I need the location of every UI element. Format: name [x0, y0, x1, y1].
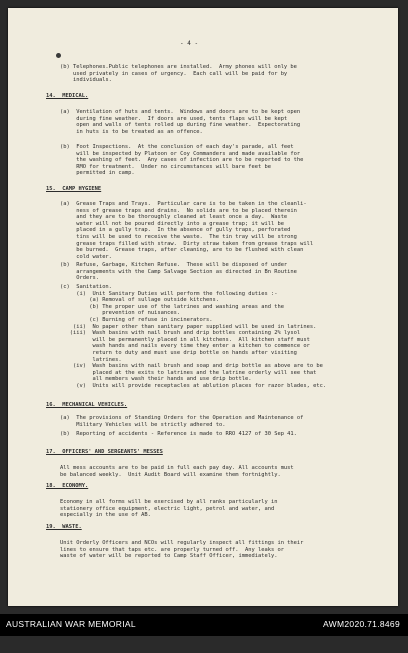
- text-line: (a) Removal of sullage outside kitchens.: [60, 297, 220, 304]
- text-line: RMO for treatment. Under no circumstances will bare feet be: [60, 163, 271, 170]
- text-line: water will not be poured directly into a grease trap; it will be: [60, 220, 284, 227]
- text-line: individuals.: [60, 77, 112, 84]
- text-line: all members wash their hands and use drip bottle.: [60, 376, 252, 383]
- text-line: (iv) Wash basins with nail brush and soap and drip bottle as above are to be: [60, 363, 323, 370]
- text-line: latrines.: [60, 356, 122, 363]
- text-line: (v) Units will provide receptacles at ablution places for razor blades, etc.: [60, 383, 327, 389]
- text-line: waste of water will be reported to Camp Staff Officer, immediately.: [60, 553, 278, 560]
- footer-accession-number: AWM2020.71.8469: [323, 619, 400, 629]
- text-line: the washing of feet. Any cases of infection are to be reported to the: [60, 157, 304, 164]
- text-line: grease traps filled with straw. Dirty straw taken from grease traps will: [60, 240, 314, 247]
- text-line: placed at the exits to latrines and the latrine orderly will see that: [60, 369, 317, 376]
- text-line: and they are to be thoroughly cleaned at least once a day. Waste: [60, 214, 288, 221]
- text-line: (a) Ventilation of huts and tents. Windows and doors are to be kept open: [60, 109, 301, 115]
- text-line: permitted in camp.: [60, 170, 135, 177]
- text-line: (iii) Wash basins with nail brush and drip bottles containing 2% lysol: [60, 330, 301, 337]
- text-line: will be inspected by Platoon or Coy Commanders and made available for: [60, 150, 301, 157]
- section-heading: 17. OFFICERS' AND SERGEANTS' MESSES: [46, 449, 163, 455]
- footer-institution: AUSTRALIAN WAR MEMORIAL: [6, 619, 136, 629]
- document-page: [8, 8, 398, 606]
- text-line: be balanced weekly. Unit Audit Board will examine them fortnightly.: [60, 471, 281, 478]
- text-line: (b) Refuse, Garbage, Kitchen Refuse. These will be disposed of under: [60, 262, 288, 268]
- text-line: lines to ensure that taps etc. are properly turned off. Any leaks or: [60, 546, 284, 553]
- text-line: (ii) No paper other than sanitary paper supplied will be used in latrines.: [60, 323, 317, 330]
- text-line: arrangements with the Camp Salvage Section as directed in Bn Routine: [60, 268, 297, 275]
- section-heading: 18. ECONOMY.: [46, 483, 89, 489]
- text-line: placed in a gully trap. In the absence of gully traps, perforated: [60, 227, 291, 234]
- text-line: cold water.: [60, 253, 112, 260]
- text-line: Military Vehicles will be strictly adhered to.: [60, 421, 226, 428]
- text-line: (b) Telephones.Public telephones are installed. Army phones will only be: [60, 64, 297, 70]
- text-line: wash hands and nails every time they enter a kitchen to commence or: [60, 343, 310, 350]
- text-line: (b) The proper use of the latrines and washing areas and the: [60, 303, 284, 310]
- text-line: (i) Unit Sanitary Duties will perform the following duties :-: [60, 290, 278, 297]
- section-heading: 14. MEDICAL.: [46, 93, 89, 99]
- text-line: return to duty and must use drip bottle on hands after visiting: [60, 350, 297, 356]
- text-line: (b) Foot Inspections. At the conclusion of each day's parade, all feet: [60, 144, 294, 150]
- text-line: stationery office equipment, electric light, petrol and water, and: [60, 505, 275, 512]
- text-line: will be permanently placed in all kitchens. All kitchen staff must: [60, 336, 310, 343]
- text-line: Orders.: [60, 275, 99, 282]
- text-line: (a) Grease Traps and Trays. Particular care is to be taken in the cleanli-: [60, 201, 307, 207]
- text-line: ness of grease traps and drains. No solids are to be placed therein: [60, 207, 297, 214]
- section-heading: 15. CAMP HYGIENE: [46, 186, 102, 192]
- text-line: especially in the use of AB.: [60, 512, 151, 519]
- text-line: used privately in cases of urgency. Each call will be paid for by: [60, 70, 288, 77]
- text-line: open and walls of tents rolled up during fine weather. Expectorating: [60, 122, 301, 129]
- pin-hole-mark: [56, 53, 61, 58]
- text-line: (a) The provisions of Standing Orders for the Operation and Maintenance of: [60, 415, 304, 421]
- page-number: - 4 -: [180, 40, 199, 47]
- text-line: during fine weather. If doors are used, tents flaps will be kept: [60, 115, 288, 122]
- text-line: Economy in all forms will be exercised by all ranks particularly in: [60, 499, 278, 505]
- section-heading: 19. WASTE.: [46, 524, 82, 530]
- text-line: in huts is to be treated as an offence.: [60, 128, 203, 135]
- text-line: tins will be used to receive the waste. The tin tray will be strong: [60, 234, 297, 240]
- text-line: prevention of nuisances.: [60, 310, 181, 317]
- text-line: (b) Reporting of accidents - Reference is made to RRO 4127 of 30 Sep 41.: [60, 431, 297, 437]
- text-line: be burned. Grease traps, after cleaning, are to be flushed with clean: [60, 247, 304, 254]
- text-line: All mess accounts are to be paid in full each pay day. All accounts must: [60, 465, 294, 471]
- text-line: (c) Sanitation.: [60, 284, 112, 290]
- text-line: Unit Orderly Officers and NCOs will regularly inspect all fittings in their: [60, 540, 304, 546]
- footer-bar: [0, 614, 408, 636]
- text-line: (c) Burning of refuse in incinerators.: [60, 317, 213, 323]
- section-heading: 16. MECHANICAL VEHICLES.: [46, 402, 128, 408]
